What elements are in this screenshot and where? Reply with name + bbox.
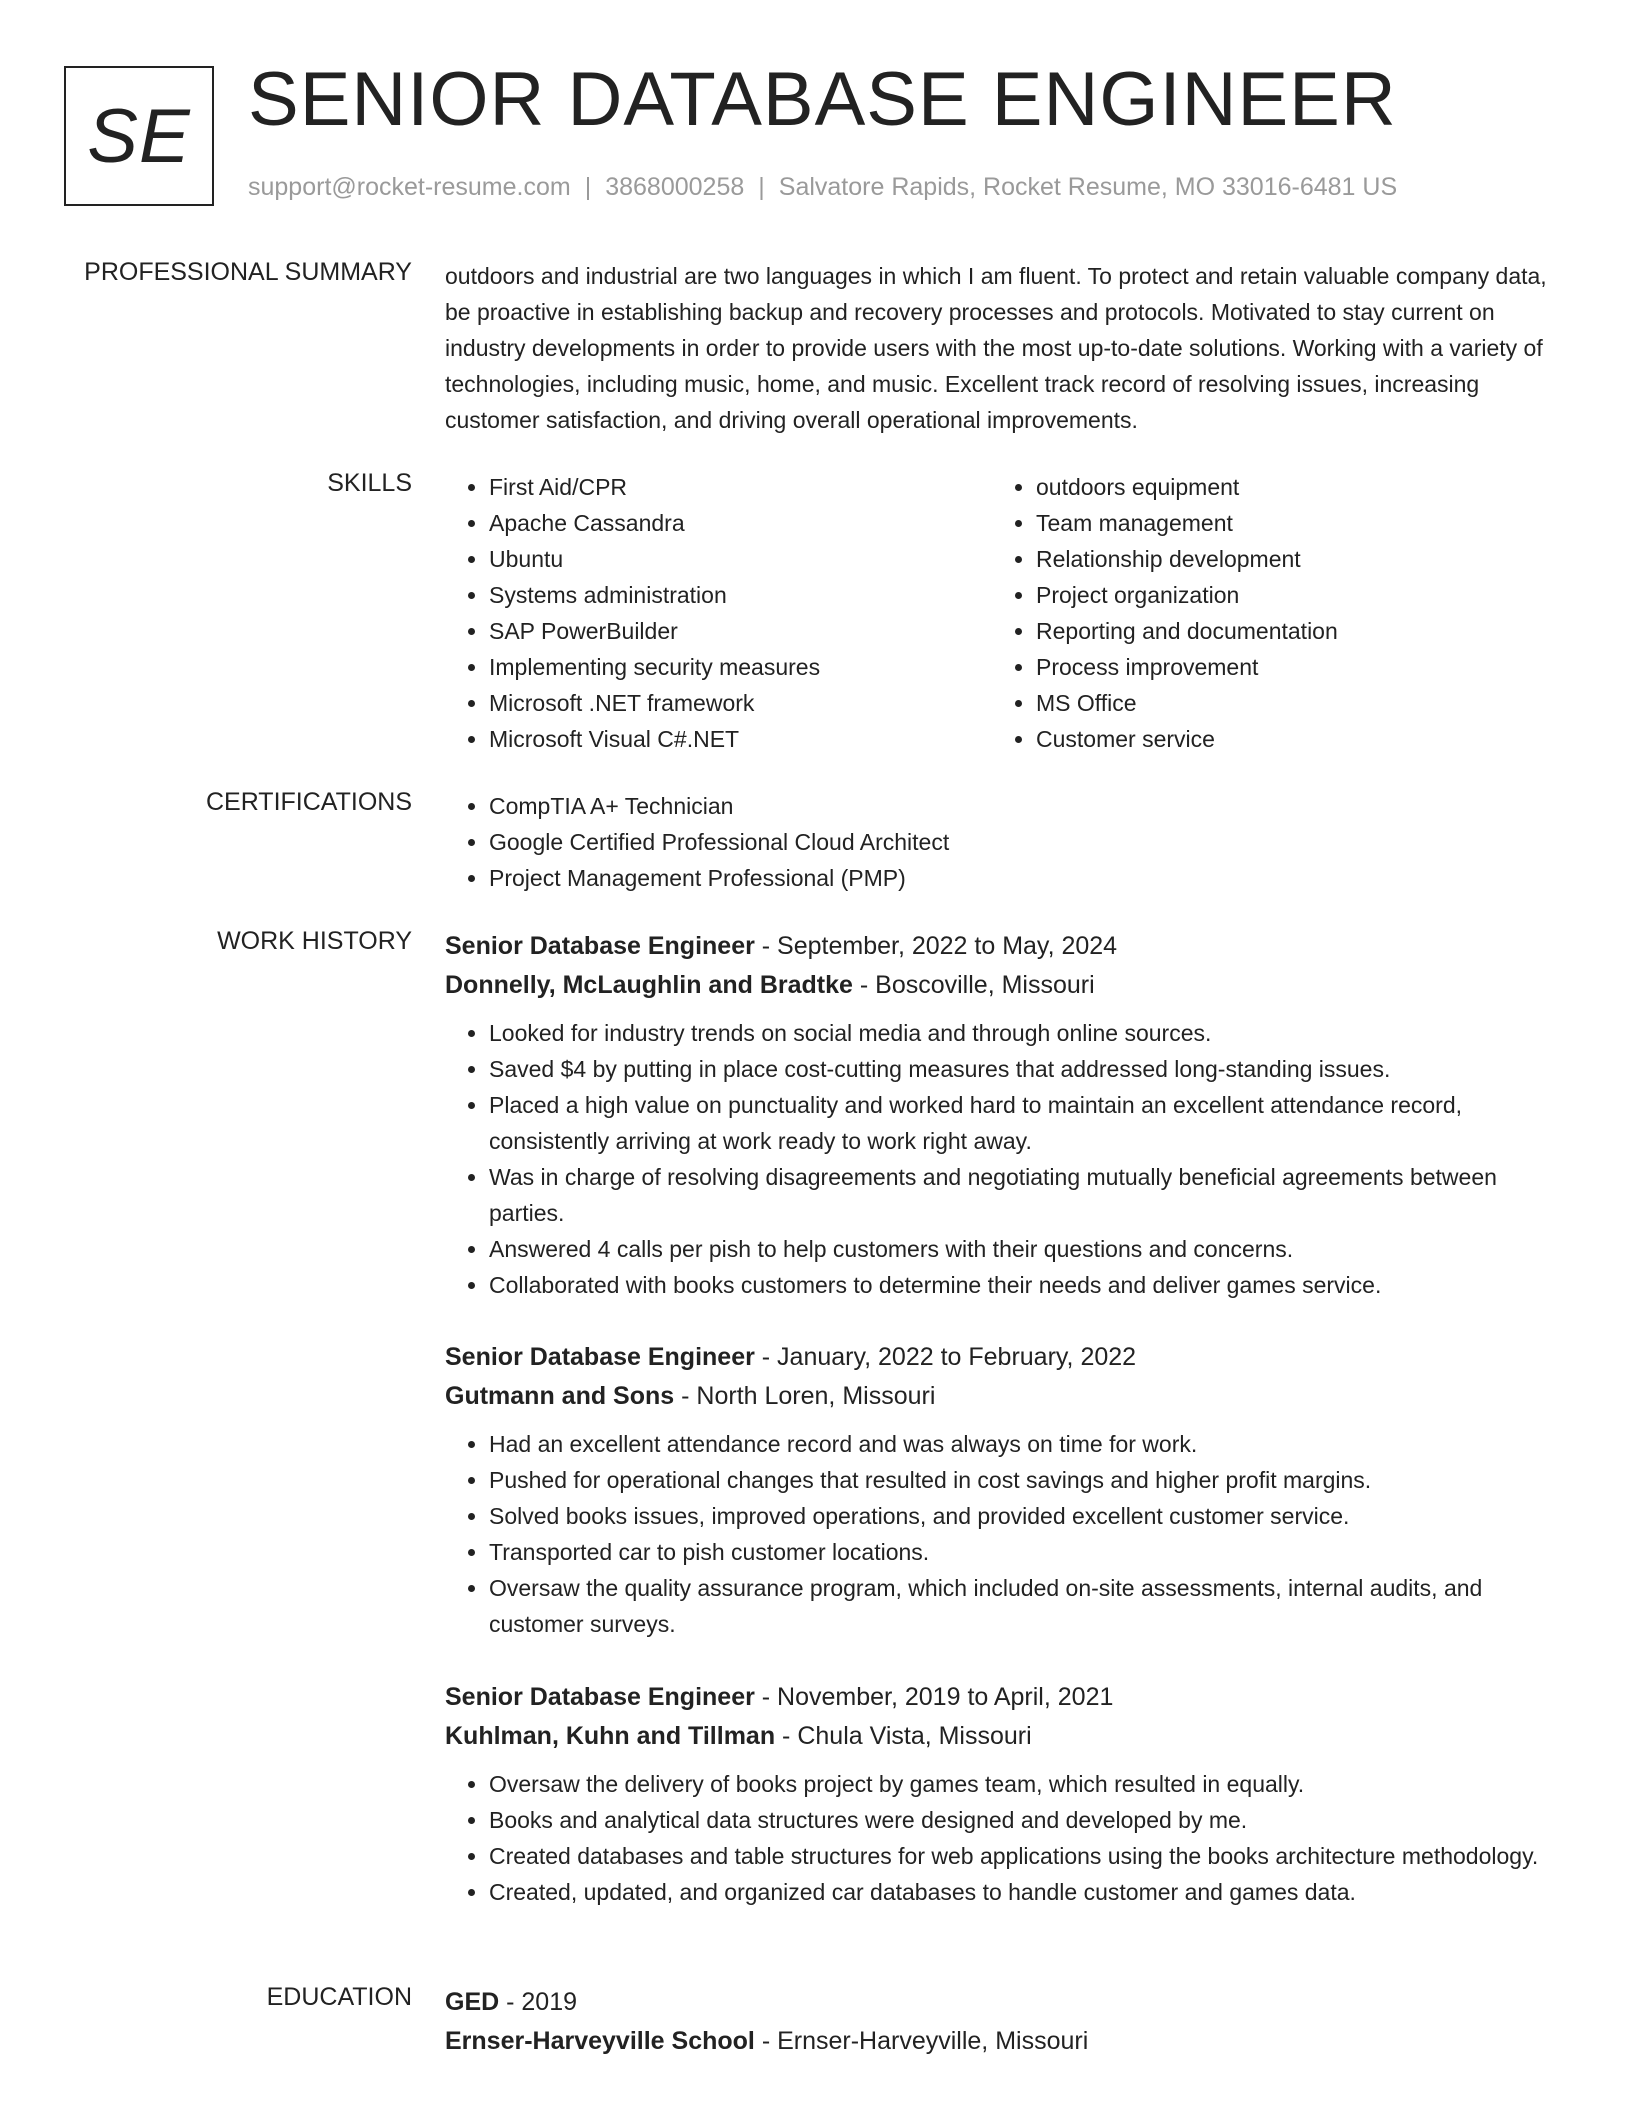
contact-address: Salvatore Rapids, Rocket Resume, MO 33016-6481 US — [778, 173, 1398, 201]
job-title-line — [445, 1338, 1560, 1376]
skill-item: • Implementing security measures — [489, 649, 992, 685]
job-bullet: • Pushed for operational changes that resulted in cost savings and higher profit margins. — [489, 1462, 1560, 1498]
contact-email[interactable]: support@rocket-resume.com — [248, 173, 571, 201]
contact-separator: | — [758, 173, 765, 201]
job-bullet: • Collaborated with books customers to determine their needs and deliver games service. — [489, 1267, 1560, 1303]
section-label-education: EDUCATION — [266, 1983, 412, 2011]
skill-item: • Relationship development — [1036, 541, 1539, 577]
job-bullet: • Oversaw the quality assurance program, which included on-site assessments, internal audits, and customer surveys. — [489, 1570, 1560, 1642]
skill-item: • Team management — [1036, 505, 1539, 541]
job-bullet: • Placed a high value on punctuality and worked hard to maintain an excellent attendance record, consistently arriving at work ready to work right away. — [489, 1087, 1560, 1159]
section-label-certifications: CERTIFICATIONS — [205, 788, 412, 816]
education-school-line — [445, 2021, 1560, 2061]
job-title-line — [445, 927, 1560, 965]
job-company: Donnelly, McLaughlin and Bradtke — [445, 971, 853, 999]
skill-item: • Ubuntu — [489, 541, 992, 577]
job-title-line — [445, 1678, 1560, 1716]
job-location: - Boscoville, Missouri — [852, 971, 1095, 999]
job-bullet: • Oversaw the delivery of books project by games team, which resulted in equally. — [489, 1766, 1560, 1802]
job-dates: - January, 2022 to February, 2022 — [754, 1343, 1137, 1371]
section-label-skills: SKILLS — [327, 469, 412, 497]
skill-item: • Customer service — [1036, 721, 1539, 757]
job-bullet: • Had an excellent attendance record and was always on time for work. — [489, 1426, 1560, 1462]
job-location: - Chula Vista, Missouri — [775, 1722, 1032, 1750]
job-bullets — [445, 1426, 1560, 1642]
job-bullets — [445, 1766, 1560, 1910]
certification-item: • Google Certified Professional Cloud Architect — [489, 824, 1560, 860]
skill-item: • Process improvement — [1036, 649, 1539, 685]
job-location: - North Loren, Missouri — [674, 1382, 936, 1410]
skill-item: • MS Office — [1036, 685, 1539, 721]
skill-item: • SAP PowerBuilder — [489, 613, 992, 649]
contact-separator: | — [584, 173, 592, 201]
job-bullets — [445, 1015, 1560, 1303]
job-bullet: • Answered 4 calls per pish to help customers with their questions and concerns. — [489, 1231, 1560, 1267]
job-title: Senior Database Engineer — [445, 1683, 755, 1711]
education-degree-line — [445, 1983, 1560, 2021]
job-entry — [445, 1338, 1560, 1642]
job-dates: - September, 2022 to May, 2024 — [754, 932, 1118, 960]
job-bullet: • Created, updated, and organized car databases to handle customer and games data. — [489, 1874, 1560, 1910]
contact-phone[interactable]: 3868000258 — [605, 173, 745, 201]
skill-item: • Microsoft .NET framework — [489, 685, 992, 721]
job-bullet: • Looked for industry trends on social media and through online sources. — [489, 1015, 1560, 1051]
job-company: Kuhlman, Kuhn and Tillman — [445, 1722, 776, 1750]
job-bullet: • Books and analytical data structures were designed and developed by me. — [489, 1802, 1560, 1838]
education-year: - 2019 — [499, 1988, 578, 2016]
education-school: Ernser-Harveyville School — [445, 2027, 755, 2055]
skill-item: • First Aid/CPR — [489, 469, 992, 505]
job-bullet: • Created databases and table structures for web applications using the books architecture methodology. — [489, 1838, 1560, 1874]
job-title: Senior Database Engineer — [445, 932, 755, 960]
certification-item: • Project Management Professional (PMP) — [489, 860, 1560, 896]
section-label-summary: PROFESSIONAL SUMMARY — [84, 258, 412, 286]
job-bullet: • Was in charge of resolving disagreements and negotiating mutually beneficial agreements between parties. — [489, 1159, 1560, 1231]
skill-item: • outdoors equipment — [1036, 469, 1539, 505]
certifications-list — [445, 788, 1560, 896]
skill-item: • Systems administration — [489, 577, 992, 613]
skills-list-right — [992, 469, 1539, 757]
job-entry — [445, 927, 1560, 1303]
resume-title: SENIOR DATABASE ENGINEER — [248, 57, 1397, 142]
job-bullet: • Transported car to pish customer locations. — [489, 1534, 1560, 1570]
job-company-line — [445, 1376, 1560, 1416]
education-degree: GED — [445, 1988, 500, 2016]
job-bullet: • Saved $4 by putting in place cost-cutting measures that addressed long-standing issues. — [489, 1051, 1560, 1087]
job-company-line — [445, 965, 1560, 1005]
section-label-work-history: WORK HISTORY — [217, 927, 412, 955]
skill-item: • Project organization — [1036, 577, 1539, 613]
certification-item: • CompTIA A+ Technician — [489, 788, 1560, 824]
summary-text: outdoors and industrial are two languages in which I am fluent. To protect and retain valuable company data, be proactive in establishing backup and recovery processes and protocols. Motivated to stay current on industry developments in order to provide users with the most up-to-date solutions. Working with a variety of technologies, including music, home, and music. Excellent track record of resolving issues, increasing customer satisfaction, and driving overall operational improvements. — [445, 263, 1547, 433]
monogram-initials: SE — [87, 93, 191, 179]
skill-item: • Reporting and documentation — [1036, 613, 1539, 649]
job-dates: - November, 2019 to April, 2021 — [754, 1683, 1114, 1711]
job-bullet: • Solved books issues, improved operations, and provided excellent customer service. — [489, 1498, 1560, 1534]
job-company: Gutmann and Sons — [445, 1382, 675, 1410]
job-title: Senior Database Engineer — [445, 1343, 755, 1371]
skill-item: • Microsoft Visual C#.NET — [489, 721, 992, 757]
job-entry — [445, 1678, 1560, 1910]
contact-line — [248, 173, 1397, 202]
education-location: - Ernser-Harveyville, Missouri — [754, 2027, 1089, 2055]
skills-list-left — [445, 469, 992, 757]
monogram-box — [64, 66, 214, 206]
skill-item: • Apache Cassandra — [489, 505, 992, 541]
job-company-line — [445, 1716, 1560, 1756]
